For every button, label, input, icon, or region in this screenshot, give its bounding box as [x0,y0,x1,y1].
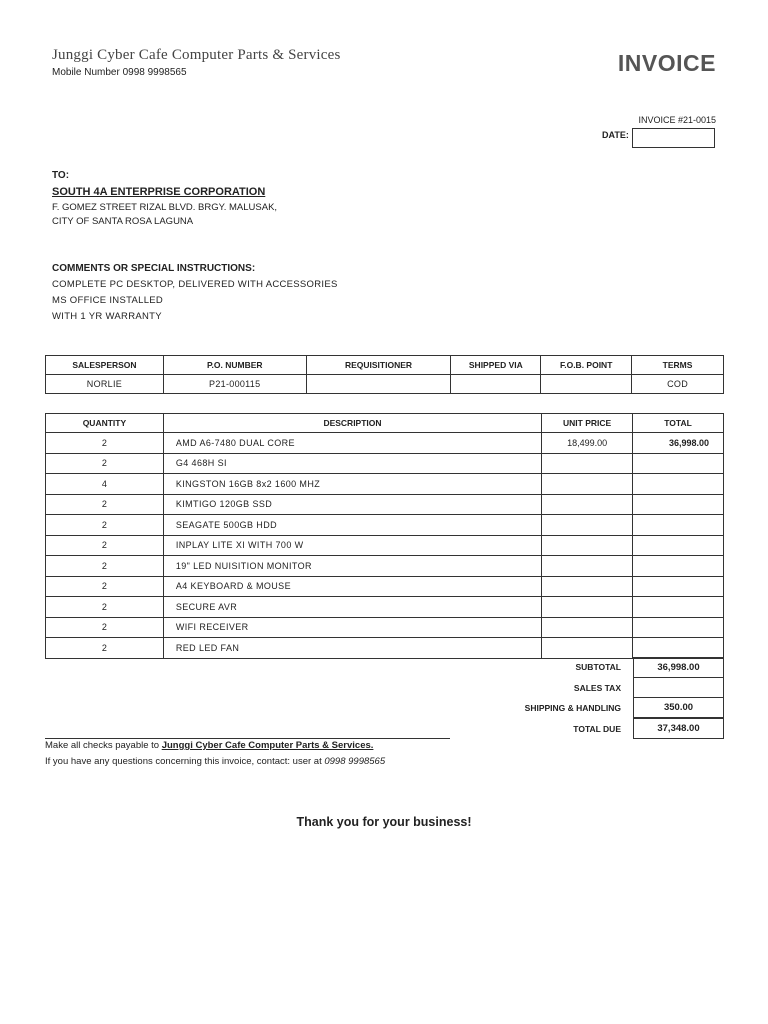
terms-cell: COD [632,375,724,394]
line-total-cell [633,556,724,577]
contact-note [45,756,385,767]
order-header: F.O.B. POINT [541,356,632,375]
table-row [46,597,724,618]
sales-tax-label: SALES TAX [573,683,621,693]
salesperson-cell: NORLIE [46,375,164,394]
line-total-cell [633,494,724,515]
quantity-cell: 2 [46,494,164,515]
quantity-cell: 2 [46,617,164,638]
comment-line: MS OFFICE INSTALLED [52,295,164,306]
order-header: SHIPPED VIA [451,356,541,375]
line-total-cell [633,474,724,495]
description-cell: G4 468H SI [163,453,541,474]
date-field[interactable] [632,128,715,148]
description-cell: WIFI RECEIVER [163,617,541,638]
description-cell: KINGSTON 16GB 8x2 1600 MHZ [163,474,541,495]
bill-to-address-line2: CITY OF SANTA ROSA LAGUNA [52,216,194,227]
unit-price-cell [542,597,633,618]
items-header: UNIT PRICE [542,414,633,433]
quantity-cell: 2 [46,515,164,536]
line-total-cell [633,576,724,597]
company-mobile: Mobile Number 0998 9998565 [52,67,187,78]
shipped-via-cell [451,375,541,394]
description-cell: 19" LED NUISITION MONITOR [163,556,541,577]
items-header: DESCRIPTION [163,414,541,433]
unit-price-cell [542,638,633,659]
line-total-cell [633,535,724,556]
description-cell: INPLAY LITE XI WITH 700 W [163,535,541,556]
description-cell: AMD A6-7480 DUAL CORE [163,433,541,454]
unit-price-cell [542,453,633,474]
quantity-cell: 2 [46,453,164,474]
line-total-cell [633,515,724,536]
table-row [46,453,724,474]
quantity-cell: 2 [46,638,164,659]
table-row [46,494,724,515]
quantity-cell: 2 [46,433,164,454]
bill-to-label: TO: [52,170,70,181]
bill-to-name: SOUTH 4A ENTERPRISE CORPORATION [52,186,266,198]
items-header: QUANTITY [46,414,164,433]
contact-prefix: If you have any questions concerning this invoice, contact: user at [45,756,325,767]
unit-price-cell [542,515,633,536]
quantity-cell: 2 [46,535,164,556]
table-row [46,556,724,577]
shipping-label: SHIPPING & HANDLING [524,703,621,713]
thank-you-message: Thank you for your business! [296,815,472,829]
po-number-cell: P21-000115 [163,375,306,394]
table-row [46,638,724,659]
company-name: Junggi Cyber Cafe Computer Parts & Services [52,47,341,63]
quantity-cell: 2 [46,556,164,577]
items-header: TOTAL [633,414,724,433]
order-info-table [45,355,724,394]
contact-phone: 0998 9998565 [324,756,386,767]
description-cell: A4 KEYBOARD & MOUSE [163,576,541,597]
line-total-cell [633,617,724,638]
table-row [46,515,724,536]
invoice-title: INVOICE [617,50,716,76]
unit-price-cell [542,535,633,556]
unit-price-cell: 18,499.00 [542,433,633,454]
comments-label: COMMENTS OR SPECIAL INSTRUCTIONS: [52,263,256,274]
requisitioner-cell [306,375,451,394]
comment-line: COMPLETE PC DESKTOP, DELIVERED WITH ACCESSORIES [52,279,338,290]
quantity-cell: 2 [46,576,164,597]
table-row [46,617,724,638]
sales-tax-value [633,677,724,698]
line-total-cell [633,453,724,474]
date-label: DATE: [602,130,629,140]
unit-price-cell [542,474,633,495]
unit-price-cell [542,617,633,638]
invoice-number: INVOICE #21-0015 [638,115,716,125]
line-total-cell [633,638,724,659]
payable-company: Junggi Cyber Cafe Computer Parts & Services. [161,740,374,751]
total-due-value: 37,348.00 [633,718,724,739]
payable-note [45,740,373,751]
description-cell: RED LED FAN [163,638,541,659]
fob-point-cell [541,375,632,394]
comment-line: WITH 1 YR WARRANTY [52,311,162,322]
description-cell: KIMTIGO 120GB SSD [163,494,541,515]
subtotal-value: 36,998.00 [633,657,724,678]
total-due-label: TOTAL DUE [573,724,621,734]
order-header: REQUISITIONER [306,356,451,375]
bill-to-address-line1: F. GOMEZ STREET RIZAL BLVD. BRGY. MALUSAK, [52,202,278,213]
table-row [46,474,724,495]
table-row [46,433,724,454]
unit-price-cell [542,576,633,597]
line-total-cell [633,597,724,618]
table-row [46,576,724,597]
unit-price-cell [542,494,633,515]
quantity-cell: 4 [46,474,164,495]
divider [45,738,450,739]
payable-prefix: Make all checks payable to [45,740,162,751]
line-total-cell: 36,998.00 [633,433,724,454]
items-table [45,413,724,659]
order-header: P.O. NUMBER [163,356,306,375]
subtotal-label: SUBTOTAL [575,662,621,672]
quantity-cell: 2 [46,597,164,618]
description-cell: SECURE AVR [163,597,541,618]
description-cell: SEAGATE 500GB HDD [163,515,541,536]
unit-price-cell [542,556,633,577]
table-row [46,535,724,556]
shipping-value: 350.00 [633,697,724,718]
order-header: SALESPERSON [46,356,164,375]
order-header: TERMS [632,356,724,375]
